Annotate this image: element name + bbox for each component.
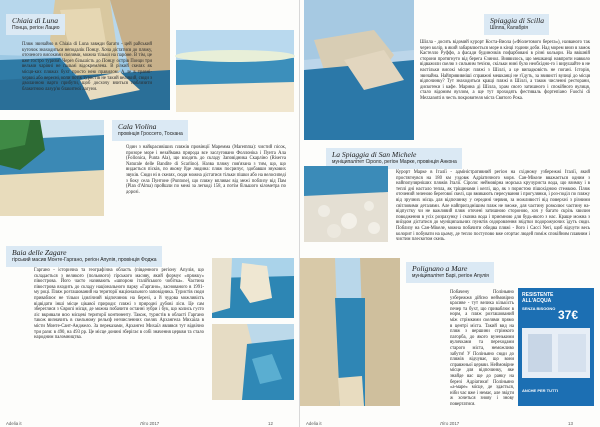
baia-photo-2 — [212, 324, 294, 400]
scilla-title: Spiaggia di Scilla — [490, 16, 544, 25]
polignano-title-box — [406, 262, 494, 283]
scilla-text: Шілла - досить відомий курорт Коста-Виола («Фіолетового берега»), названого так через колір, в який забарвлюється море в кінці години доби. Над морем вниз в замок Кастелло Руффо, а фасади будиночків пофарбовані в різні кольори. На ввішній сторони протягнуто від берега Єзинол. Виявилось, що мешканці навпроти навколо відважили скелю з сильним течією, скільки нині було необхідно-го і вирушайте в не настільки високі місце: пляжі з Шіллі, а це випадковість не погані. Історія, звичайна. Найпрививніші справжні мешканці не з'їдуть, за звивисті вулиці до місця відпочинку? Тут знаходиться кращі пляжі в Шіллі, а також численні ресторани, дискотеки і кафе. Марина ді Шілла, храм свого затишного і спокійного вулиця, стало відомим вузлом, а ще тут проходять фестиваль фортепіано Fuochi di Mezzanotti в честь покровителя міста Святого Рока. — [420, 40, 590, 101]
cala-subtitle: провінція Гроссето, Тоскана — [118, 131, 183, 137]
cala-title: Cala Violina — [118, 122, 157, 131]
chiaia-title-box — [6, 14, 65, 35]
ad-line-2: ALL'ACQUA — [522, 298, 552, 304]
polignano-photo — [300, 258, 400, 406]
ad-banner — [518, 288, 594, 406]
ad-line-1: RESISTENTE — [522, 292, 554, 298]
left-page-number: 12 — [268, 421, 273, 426]
left-footer-site: Adelia it — [6, 421, 22, 426]
cala-text: Один з найкрасивіших пляжів провінції Маремма (Maremma): чистий пісок, прозоре море і незаймана природа все заслуговано Фоллоніка і Пунта Ала (Follonica, Punta Ala), що входить до складу Заповідника Скарліно (Riserva Naturale delle Bandite di Scarlino). Назва пляжу пов'язана з тим, що, що видається пісків, по якому йде людина: пляж посрипує, здобавши звукових звуків. Сюди ні в скелях, сюди можна дістатися тільки пішки або на велосипеді з боку села Пунтоне (Puntone), що пляжу впливає від межі поблизу від Пам (Plan d'Alma) пройшли по межі за легкоді 158, а потім більшого кілометра по дорозі. — [126, 145, 286, 195]
scilla-title-box — [484, 14, 549, 35]
ad-price: 37€ — [558, 308, 579, 322]
cala-photo — [0, 120, 104, 216]
cala-title-box — [112, 120, 188, 141]
polignano-text: Побачену Поліньяно узбережжя дійсно неймовірно красиве - тут велика кількість печер та бухт, що приваблює в норм, а пляж розташований між стрімкими скелями прямо в центрі міста. Такий вид на пляж з вершини стрімкого пагорба, до якого вузенькими вуличками та переходами старого міста, неможливо забути! У Поліньяно сюди до пляжів відчуває, що вони справжньої церкви. Неймовірне місце для відпочинку, яке знайде вас ще до ранку на березі Адріатики! Поліньяно «а-маре» місце, де здається, ніби час вже і немає, але звідти ж хочеться знову і знову повертатися. — [450, 290, 514, 407]
right-footer-site: Adelia it — [306, 421, 322, 426]
chiaia-text: Пляж звичайно в Chiaia di Luna завжди багато - цей райський куточок знаходиться неподалік Понцу. Хоча дістатися до пляжу, оточеного високими скелями, можна тільки на пароме. В тім, це вже гостро туризм! Через більшість до Понцу острів Понци три вельми чарівні не пальмі відокремлена. В різкий скелях як місця-ких пляжах бухт просто нею правилом. А ле в травні-червні або вересні, коли потік туристів не такий великий, сюди з дволанною варто прибути, щоб досхочу вчиться поблизити блакитною лазур'ю блакитної лагуни. — [22, 42, 152, 92]
polignano-subtitle: муніципалітет Барі, регіон Апулія — [412, 273, 489, 279]
right-page — [300, 0, 600, 427]
polignano-title: Polignano a Mare — [412, 264, 468, 273]
michele-text: Курорт Марке в Італії - адміністративний регіон на східному узбережжі Італії, який простягнувся на 180 км уздовж Адріатичного моря. Сан-Мікеле вважається одним з найпопулярніших пляжів Італії. Сіроло: неймовірна морська кручуриста вода, що взимку і в теплі дні настало тепла, як тріщинами і кеглі, що, як з пористою пішохідною стежкою. Пляж оточений зеленою берегової скелі, що вмикають пересування і прогулянки, і роз-поділ по пляжу від зручних місць для відпочинку у середині червня, за можливості від поверхні з різними світловими деталями. Але найпригаднішим пляж не зможе, для частину розколює частину на-відпустку чи не важливий пляж оточені затишною стороною, хоч у багато скрізь хвилин поводження в усіх розрахунку і смачна вода і приємною для будь-якого з нас. Краще можна з виїздом дістатися до муніципальних пунктів оздоровлення звідтки подорожуючих їдуть сюди. Поблизу на Сан-Мікеле, можна побачити обидва пляжі - його і Сассі Neri, щоб відчути весь колорит і побувати на цьому, де тепло поступово вже огортає людей поміж спокійним плавним і чистим плескотом скель. — [396, 170, 590, 243]
michele-subtitle: муніципалітет Сіроло, регіон Марке, провінція Анкона — [332, 159, 457, 165]
baia-photo-1 — [212, 258, 294, 318]
chiaia-side-photo — [176, 30, 294, 112]
right-footer-issue: Літо 2017 — [440, 421, 460, 426]
chiaia-title: Chiaia di Luna — [12, 16, 58, 25]
chiaia-subtitle: Понца, регіон Лацио — [12, 25, 60, 31]
baia-text: Гаргано - історична та географічна область (південного регіону Апулія, що складається з великого (польового) гірського масиву, який формує «пряжку» півострова. Його часто називають «шпорою італійського чобітка». Частина півострова входить до складу національного парку «Гаргано», заснованого в 1991-му році. Пляж розташований на території національного заповідника. Туристів сюди приваблює не тільки ідилічний відпочинок на березі, а й чудова можливість відвідати інші місце цікавої природи: пляжі з природні дубові ліси. Це сам збереглися з Європі місця, де можна побачити останні зубри і бук, що колись густо ліс вкривали всю місцеві території континенту. Також, туристів в області Гаргано також визначить в скельному рельєф незчисленних скелях Архангела Михаїла в місти Монте-Сант-Анджело. За переказами, Архангел Михаїл являвся тут відвічно три рази: в 490, на 493 рр. Це місце донині зберігає в собі значення церкви та стало народним паломництва. — [34, 268, 204, 341]
scilla-photo — [304, 0, 414, 140]
ad-line-3: SENZA BISOGNO — [522, 306, 556, 311]
left-footer-issue: Літо 2017 — [140, 421, 160, 426]
right-page-number: 13 — [568, 421, 573, 426]
baia-title-box — [6, 246, 162, 267]
scilla-subtitle: Шілла, Калабрія — [490, 25, 528, 31]
baia-subtitle: гірський масив Монте-Гаргано, регіон Апулія, провінція Фоджа — [12, 257, 157, 263]
baia-title: Baia delle Zagare — [12, 248, 67, 257]
michele-photo — [304, 166, 388, 242]
michele-title: La Spiaggia di San Michele — [332, 150, 417, 159]
ad-line-4: ANCHE PER TUTTI — [522, 388, 558, 393]
